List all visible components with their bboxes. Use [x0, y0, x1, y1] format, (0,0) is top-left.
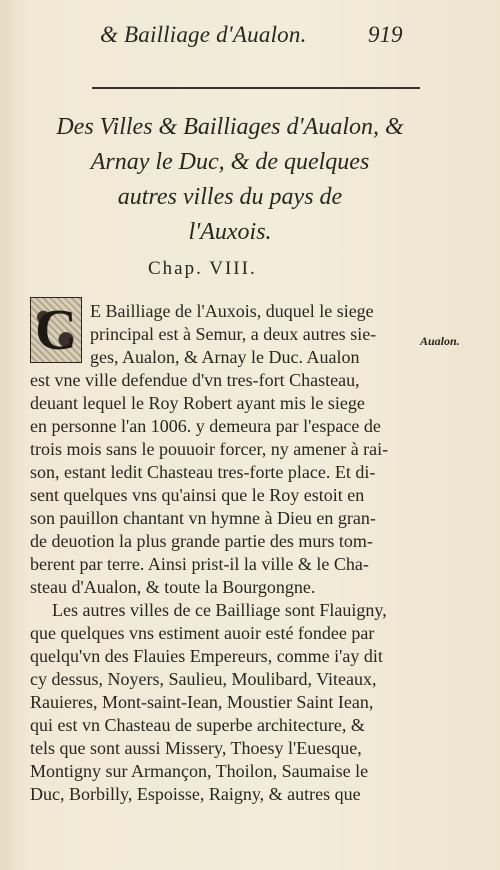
text-line: Montigny sur Armançon, Thoilon, Saumaise le	[30, 761, 369, 781]
text-line: berent par terre. Ainsi prist-il la ville & le Cha-	[30, 554, 369, 574]
text-line: cy dessus, Noyers, Saulieu, Moulibard, Viteaux,	[30, 669, 377, 689]
initial-letter: C	[35, 297, 77, 362]
text-line: son pauillon chantant vn hymne à Dieu en gran-	[30, 508, 376, 528]
title-line: Des Villes & Bailliages d'Aualon, &	[56, 114, 404, 140]
text-line: Duc, Borbilly, Espoisse, Raigny, & autres que	[30, 784, 361, 804]
text-line: sent quelques vns qu'ainsi que le Roy estoit en	[30, 485, 365, 505]
margin-note: Aualon.	[420, 334, 460, 348]
text-line: de deuotion la plus grande partie des murs tom-	[30, 531, 373, 551]
text-line: Rauieres, Mont-saint-Iean, Moustier Saint Iean,	[30, 692, 374, 712]
text-line: trois mois sans le pouuoir forcer, ny amener à rai-	[30, 439, 389, 459]
text-line: son, estant ledit Chasteau tres-forte place. Et di-	[30, 462, 376, 482]
text-line: quelqu'vn des Flauies Empereurs, comme i'ay dit	[30, 646, 383, 666]
header-rule	[92, 87, 420, 89]
chapter-heading: Chap. VIII.	[148, 258, 257, 279]
text-line: tels que sont aussi Missery, Thoesy l'Euesque,	[30, 738, 362, 758]
text-line: en personne l'an 1006. y demeura par l'espace de	[30, 416, 381, 436]
body-text	[30, 297, 440, 806]
text-line: qui est vn Chasteau de superbe architecture, &	[30, 715, 365, 735]
text-line: steau d'Aualon, & toute la Bourgongne.	[30, 577, 316, 597]
text-line: principal est à Semur, a deux autres sie-	[90, 324, 377, 344]
text-line: E Bailliage de l'Auxois, duquel le siege	[90, 301, 374, 321]
title-line: autres villes du pays de	[117, 184, 343, 210]
chapter-title	[30, 110, 430, 250]
text-line: Les autres villes de ce Bailliage sont Flauigny,	[52, 600, 387, 620]
running-head: & Bailliage d'Aualon.	[100, 22, 307, 47]
text-line: deuant lequel le Roy Robert ayant mis le siege	[30, 393, 365, 413]
title-line: Arnay le Duc, & de quelques	[90, 149, 370, 175]
page-number: 919	[368, 22, 403, 47]
text-line: que quelques vns estiment auoir esté fondee par	[30, 623, 375, 643]
text-line: est vne ville defendue d'vn tres-fort Chasteau,	[30, 370, 360, 390]
title-line: l'Auxois.	[188, 219, 272, 245]
text-line: ges, Aualon, & Arnay le Duc. Aualon	[90, 347, 360, 367]
